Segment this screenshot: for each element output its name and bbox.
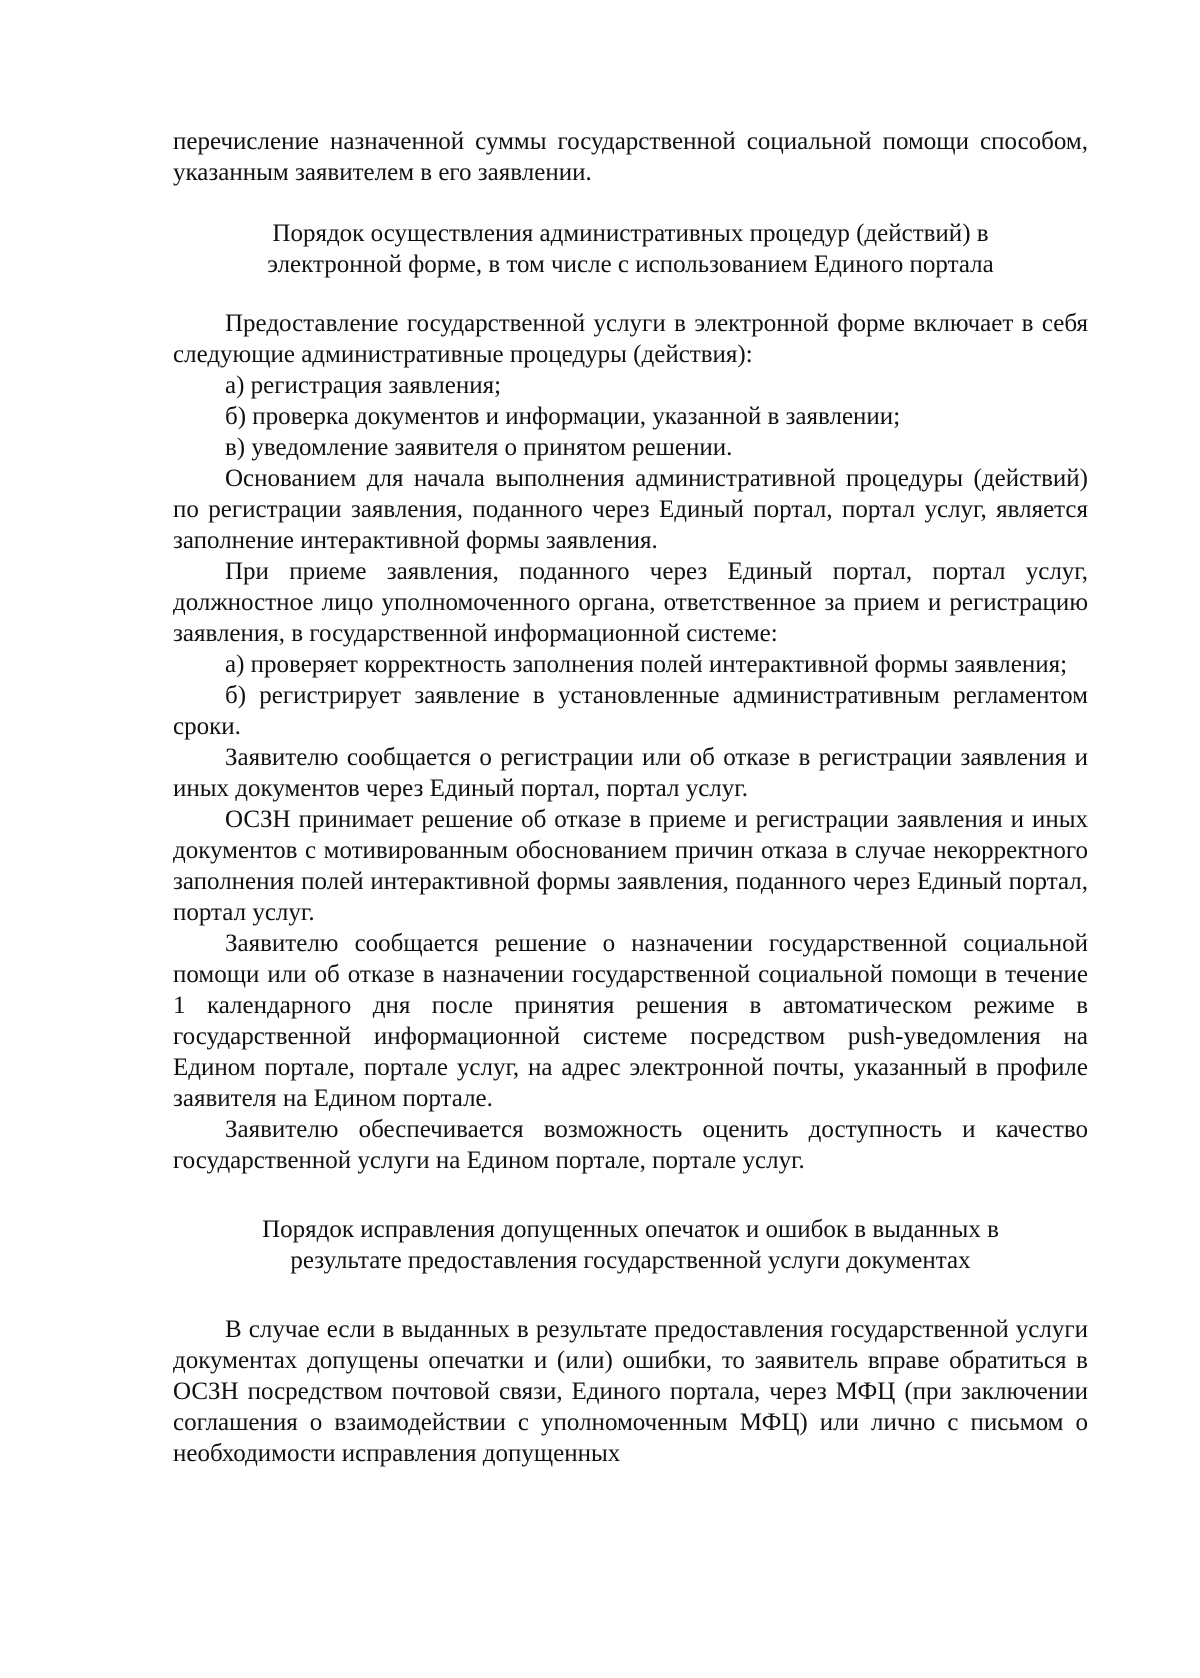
document-page xyxy=(173,126,1088,1469)
heading-line: Порядок осуществления административных процедур (действий) в xyxy=(272,220,989,247)
paragraph-basis: Основанием для начала выполнения административной процедуры (действий) по регистрации заявления, поданного через Единый портал, портал услуг, является заполнение интерактивной формы заявления. xyxy=(173,465,1088,554)
paragraph-registration-notice: Заявителю сообщается о регистрации или об отказе в регистрации заявления и иных документов через Единый портал, портал услуг. xyxy=(173,744,1088,802)
list-item: в) уведомление заявителя о принятом решении. xyxy=(225,434,733,461)
heading-line: электронной форме, в том числе с использованием Единого портала xyxy=(267,251,994,278)
paragraph-corrections: В случае если в выданных в результате предоставления государственной услуги документах допущены опечатки и (или) ошибки, то заявитель вправе обратиться в ОСЗН посредством почтовой связи, Единого портала, через МФЦ (при заключении соглашения о взаимодействии с уполномоченным МФЦ) или лично с письмом о необходимости исправления допущенных xyxy=(173,1316,1088,1467)
list-item: а) проверяет корректность заполнения полей интерактивной формы заявления; xyxy=(225,651,1068,678)
paragraph-procedures: Предоставление государственной услуги в электронной форме включает в себя следующие административные процедуры (действия): xyxy=(173,310,1088,368)
paragraph-decision-notice: Заявителю сообщается решение о назначении государственной социальной помощи или об отказе в назначении государственной социальной помощи в течение 1 календарного дня после принятия решения в автоматическом режиме в государственной информационной системе посредством push-уведомления на Едином портале, портале услуг, на адрес электронной почты, указанный в профиле заявителя на Едином портале. xyxy=(173,930,1088,1112)
list-item: б) регистрирует заявление в установленные административным регламентом сроки. xyxy=(173,682,1088,740)
paragraph-quality-rating: Заявителю обеспечивается возможность оценить доступность и качество государственной услуги на Едином портале, портале услуг. xyxy=(173,1116,1088,1174)
section-heading-corrections xyxy=(173,1214,1088,1276)
list-item: а) регистрация заявления; xyxy=(225,372,502,399)
list-item: б) проверка документов и информации, указанной в заявлении; xyxy=(225,403,901,430)
intro-paragraph: перечисление назначенной суммы государственной социальной помощи способом, указанным заявителем в его заявлении. xyxy=(173,128,1088,186)
paragraph-refusal: ОСЗН принимает решение об отказе в приеме и регистрации заявления и иных документов с мотивированным обоснованием причин отказа в случае некорректного заполнения полей интерактивной формы заявления, поданного через Единый портал, портал услуг. xyxy=(173,806,1088,926)
section-heading-electronic xyxy=(173,218,1088,280)
heading-line: Порядок исправления допущенных опечаток и ошибок в выданных в xyxy=(262,1216,999,1243)
heading-line: результате предоставления государственной услуги документах xyxy=(290,1247,971,1274)
paragraph-reception: При приеме заявления, поданного через Единый портал, портал услуг, должностное лицо уполномоченного органа, ответственное за прием и регистрацию заявления, в государственной информационной системе: xyxy=(173,558,1088,647)
